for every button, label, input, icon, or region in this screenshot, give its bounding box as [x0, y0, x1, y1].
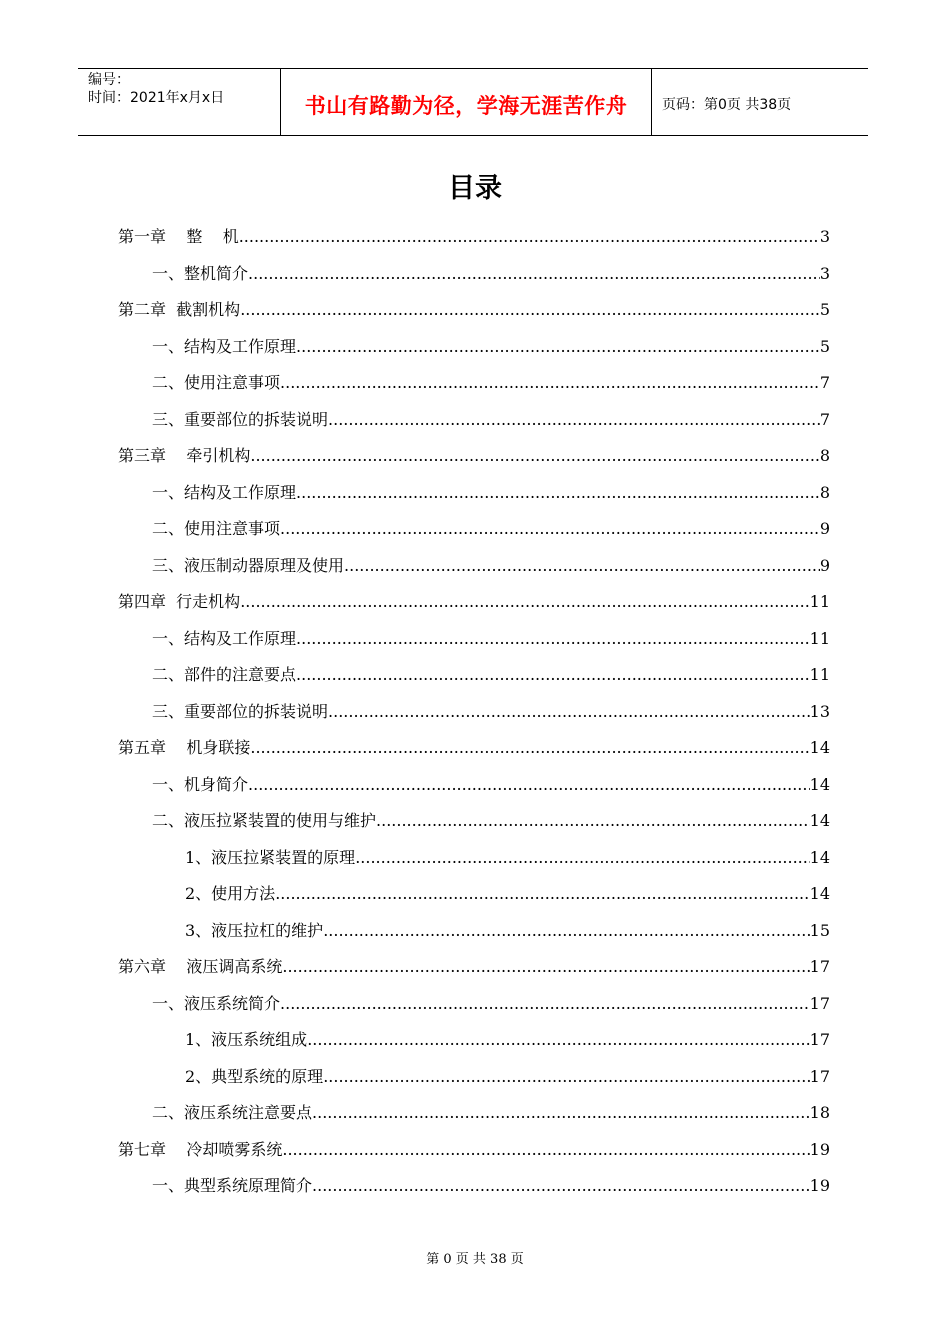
toc-entry[interactable] [152, 986, 830, 1022]
toc-entry[interactable] [152, 256, 830, 292]
toc-entry-page: 11 [809, 665, 830, 684]
toc-leader-dots [296, 475, 820, 511]
toc-entry-page: 7 [819, 409, 830, 429]
toc-entry[interactable] [152, 511, 830, 547]
document-time-label: 时间：2021年x月x日 [88, 90, 225, 106]
toc-leader-dots [282, 949, 809, 985]
toc-entry[interactable] [118, 292, 830, 328]
toc-leader-dots [280, 511, 820, 547]
toc-entry[interactable] [118, 1132, 830, 1168]
toc-leader-dots [344, 548, 820, 584]
toc-entry[interactable] [185, 1059, 830, 1095]
toc-entry[interactable] [118, 438, 830, 474]
toc-entry-label: 3、液压拉杠的维护 [185, 920, 324, 940]
toc-leader-dots [312, 1095, 810, 1131]
toc-entry-page: 5 [819, 300, 830, 319]
toc-leader-dots [248, 256, 820, 292]
toc-leader-dots [248, 767, 810, 803]
toc-entry[interactable] [118, 949, 830, 985]
toc-leader-dots [275, 876, 809, 912]
toc-leader-dots [328, 402, 820, 438]
toc-leader-dots [280, 986, 810, 1022]
toc-entry-page: 13 [809, 701, 830, 721]
toc-entry-label: 三、重要部位的拆装说明 [152, 701, 329, 721]
toc-entry-label: 第一章 整 机 [118, 227, 239, 246]
toc-entry-label: 二、部件的注意要点 [152, 665, 297, 684]
toc-leader-dots [296, 657, 810, 693]
page-header [78, 68, 868, 136]
toc-entry-page: 9 [819, 519, 830, 538]
toc-entry-page: 11 [809, 628, 830, 648]
toc-entry[interactable] [118, 584, 830, 620]
toc-entry[interactable] [152, 767, 830, 803]
toc-entry[interactable] [152, 329, 830, 365]
toc-entry-label: 二、液压拉紧装置的使用与维护 [152, 811, 377, 830]
toc-leader-dots [240, 584, 809, 620]
toc-entry-label: 第六章 液压调高系统 [118, 957, 283, 976]
toc-entry[interactable] [118, 219, 830, 255]
toc-entry[interactable] [185, 913, 830, 949]
toc-entry-page: 14 [809, 847, 830, 867]
toc-entry[interactable] [118, 730, 830, 766]
toc-leader-dots [296, 621, 810, 657]
toc-entry-label: 二、使用注意事项 [152, 373, 281, 392]
toc-leader-dots [355, 840, 809, 876]
header-page-info: 页码：第0页 共38页 [662, 97, 792, 113]
toc-leader-dots [376, 803, 810, 839]
toc-entry-label: 1、液压系统组成 [185, 1030, 308, 1049]
toc-entry[interactable] [152, 694, 830, 730]
toc-entry-label: 第四章 行走机构 [118, 592, 241, 611]
toc-entry-page: 8 [819, 482, 830, 502]
toc-leader-dots [239, 219, 820, 255]
toc-entry[interactable] [152, 475, 830, 511]
toc-leader-dots [240, 292, 820, 328]
toc-entry-label: 一、结构及工作原理 [152, 628, 297, 648]
toc-entry-page: 17 [809, 957, 830, 976]
toc-entry[interactable] [152, 657, 830, 693]
toc-leader-dots [328, 694, 810, 730]
header-meta [78, 69, 281, 135]
toc-entry-label: 2、典型系统的原理 [185, 1066, 324, 1086]
toc-entry-page: 14 [809, 738, 830, 757]
toc-entry-label: 1、液压拉紧装置的原理 [185, 847, 356, 867]
toc-entry-label: 第三章 牵引机构 [118, 446, 251, 465]
toc-entry-page: 14 [809, 774, 830, 794]
toc-leader-dots [296, 329, 820, 365]
header-motto: 书山有路勤为径，学海无涯苦作舟 [281, 69, 652, 135]
toc-entry-page: 8 [819, 446, 830, 465]
toc-entry[interactable] [152, 402, 830, 438]
page-footer: 第 0 页 共 38 页 [426, 1252, 524, 1267]
toc-entry[interactable] [185, 840, 830, 876]
toc-entry-label: 三、重要部位的拆装说明 [152, 409, 329, 429]
toc-entry-label: 2、使用方法 [185, 884, 276, 903]
toc-leader-dots [312, 1168, 810, 1204]
toc-entry-label: 一、机身简介 [152, 774, 249, 794]
toc-entry-page: 17 [809, 993, 830, 1013]
toc-entry[interactable] [152, 803, 830, 839]
toc-entry[interactable] [185, 876, 830, 912]
toc-leader-dots [323, 1059, 809, 1095]
toc-entry-label: 二、使用注意事项 [152, 519, 281, 538]
toc-entry-page: 18 [809, 1103, 830, 1122]
toc-entry[interactable] [185, 1022, 830, 1058]
toc-entry-page: 17 [809, 1030, 830, 1049]
toc-entry-label: 一、液压系统简介 [152, 993, 281, 1013]
toc-entry-label: 一、结构及工作原理 [152, 482, 297, 502]
toc-entry-page: 14 [809, 811, 830, 830]
toc-leader-dots [323, 913, 809, 949]
toc-leader-dots [250, 730, 809, 766]
toc-entry-page: 3 [819, 227, 830, 246]
toc-entry-page: 5 [819, 336, 830, 356]
toc-entry[interactable] [152, 1168, 830, 1204]
toc-leader-dots [250, 438, 819, 474]
toc-entry-label: 二、液压系统注意要点 [152, 1103, 313, 1122]
toc-entry-page: 9 [819, 555, 830, 575]
document-number-label: 编号： [88, 72, 130, 88]
toc-entry-page: 7 [819, 373, 830, 392]
toc-leader-dots [307, 1022, 809, 1058]
toc-entry[interactable] [152, 621, 830, 657]
toc-entry-label: 第二章 截割机构 [118, 300, 241, 319]
toc-entry-page: 3 [819, 263, 830, 283]
toc-entry-page: 19 [809, 1139, 830, 1159]
toc-entry-page: 15 [809, 920, 830, 940]
toc-entry-label: 一、结构及工作原理 [152, 336, 297, 356]
toc-entry[interactable] [152, 1095, 830, 1131]
toc-entry-page: 11 [809, 592, 830, 611]
toc-entry-label: 一、整机简介 [152, 263, 249, 283]
toc-entry-label: 三、液压制动器原理及使用 [152, 555, 345, 575]
toc-entry[interactable] [152, 365, 830, 401]
toc-entry-page: 14 [809, 884, 830, 903]
toc-entry-label: 一、典型系统原理简介 [152, 1176, 313, 1195]
page-title: 目录 [448, 173, 502, 204]
toc-entry-label: 第五章 机身联接 [118, 738, 251, 757]
toc-entry-page: 19 [809, 1176, 830, 1195]
toc-leader-dots [280, 365, 820, 401]
toc-leader-dots [282, 1132, 809, 1168]
toc-entry[interactable] [152, 548, 830, 584]
toc-entry-page: 17 [809, 1066, 830, 1086]
toc-entry-label: 第七章 冷却喷雾系统 [118, 1139, 283, 1159]
